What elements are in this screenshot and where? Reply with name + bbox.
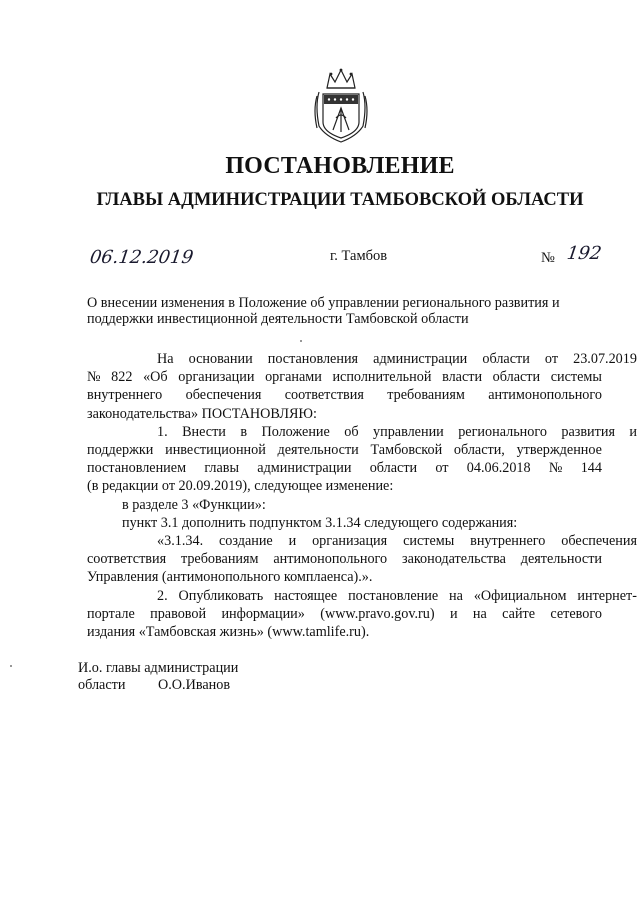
paragraph-item-2 bbox=[87, 587, 637, 642]
word: Тамбовской bbox=[370, 442, 443, 459]
scan-speck bbox=[300, 340, 302, 342]
document-number: 192 bbox=[565, 243, 603, 264]
word: 23.07.2019 bbox=[573, 351, 637, 367]
word: области bbox=[492, 369, 541, 386]
justified-line bbox=[122, 350, 637, 368]
word: (www.pravo.gov.ru) bbox=[320, 605, 435, 622]
subject-line: поддержки инвестиционной деятельности Тамбовской области bbox=[87, 311, 469, 327]
word: исполнительной bbox=[332, 369, 432, 386]
word: На bbox=[157, 351, 174, 367]
word: настоящее bbox=[274, 587, 338, 604]
word: от bbox=[435, 460, 449, 477]
paragraph-new-clause bbox=[87, 532, 637, 587]
word: постановление bbox=[348, 587, 439, 604]
word: сайте bbox=[502, 605, 536, 622]
body-line: издания «Тамбовская жизнь» (www.tamlife.ru). bbox=[87, 624, 370, 641]
signatory-position: И.о. главы администрации bbox=[78, 660, 239, 676]
word: интернет- bbox=[577, 587, 637, 604]
paragraph-item-1 bbox=[87, 423, 637, 496]
justified-line bbox=[87, 459, 602, 477]
scan-speck bbox=[10, 665, 12, 667]
justified-line bbox=[122, 423, 637, 441]
word: обеспечения bbox=[561, 533, 637, 550]
word: внутреннего bbox=[87, 387, 163, 404]
word: и bbox=[449, 605, 458, 622]
word: администрации bbox=[257, 460, 352, 477]
word: соответствия bbox=[87, 551, 167, 568]
word: 2. bbox=[157, 587, 168, 604]
word: правовой bbox=[150, 605, 207, 622]
word: организация bbox=[312, 533, 388, 550]
word: и bbox=[629, 423, 637, 440]
word: области bbox=[369, 460, 418, 477]
word: № bbox=[548, 460, 563, 477]
word: области bbox=[482, 351, 530, 367]
word: главы bbox=[204, 460, 240, 477]
word: 144 bbox=[580, 460, 602, 477]
word: № bbox=[87, 369, 101, 386]
word: развития bbox=[561, 423, 615, 440]
word: информации» bbox=[221, 605, 305, 622]
justified-line bbox=[122, 532, 637, 550]
word: требованиям bbox=[180, 551, 259, 568]
word: обеспечения bbox=[185, 387, 262, 404]
document-number-label: № bbox=[541, 250, 555, 266]
word: утвержденное bbox=[516, 442, 602, 459]
word: создание bbox=[218, 533, 273, 550]
document-title: ПОСТАНОВЛЕНИЕ bbox=[225, 153, 455, 179]
word: организации bbox=[178, 369, 255, 386]
body-line: Управления (антимонопольного комплаенса).». bbox=[87, 569, 373, 586]
signatory-name: О.О.Иванов bbox=[158, 677, 231, 693]
word: Опубликовать bbox=[178, 587, 264, 604]
body-line: законодательства» ПОСТАНОВЛЯЮ: bbox=[87, 405, 317, 422]
paragraph-basis bbox=[87, 350, 637, 423]
word: власти bbox=[442, 369, 483, 386]
word: на bbox=[449, 587, 463, 604]
word: «Об bbox=[143, 369, 168, 386]
word: деятельности bbox=[277, 442, 359, 459]
word: управлении bbox=[373, 423, 444, 440]
justified-line bbox=[87, 368, 602, 386]
document-body bbox=[87, 350, 637, 641]
word: деятельности bbox=[520, 551, 602, 568]
subject-line: О внесении изменения в Положение об управлении регионального развития и bbox=[87, 295, 560, 311]
word: администрации bbox=[373, 351, 468, 367]
justified-line bbox=[87, 386, 602, 404]
word: поддержки bbox=[87, 442, 154, 459]
word: требованиям bbox=[387, 387, 465, 404]
document-date: 06.12.2019 bbox=[88, 247, 195, 268]
word: области, bbox=[453, 442, 505, 459]
word: на bbox=[472, 605, 487, 622]
signatory-position: области bbox=[78, 677, 126, 693]
word: инвестиционной bbox=[165, 442, 266, 459]
word: системы bbox=[403, 533, 455, 550]
word: 1. bbox=[157, 423, 168, 440]
word: 04.06.2018 bbox=[466, 460, 531, 477]
body-line: в разделе 3 «Функции»: bbox=[122, 496, 266, 513]
word: в bbox=[240, 423, 248, 440]
word: Внести bbox=[182, 423, 226, 440]
body-line: (в редакции от 20.09.2019), следующее изменение: bbox=[87, 478, 394, 495]
signature-block bbox=[78, 660, 238, 694]
word: постановления bbox=[267, 351, 359, 367]
word: антимонопольного bbox=[273, 551, 388, 568]
document-city: г. Тамбов bbox=[330, 248, 388, 264]
word: сетевого bbox=[550, 605, 602, 622]
word: постановлением bbox=[87, 460, 187, 477]
word: органами bbox=[265, 369, 322, 386]
word: и bbox=[288, 533, 297, 550]
word: антимонопольного bbox=[488, 387, 602, 404]
word: «3.1.34. bbox=[157, 533, 204, 550]
word: от bbox=[544, 351, 559, 367]
word: об bbox=[344, 423, 359, 440]
word: регионального bbox=[458, 423, 547, 440]
justified-line bbox=[87, 605, 602, 623]
justified-line bbox=[87, 550, 602, 568]
justified-line bbox=[122, 587, 637, 605]
word: портале bbox=[87, 605, 135, 622]
word: Положение bbox=[261, 423, 330, 440]
word: соответствия bbox=[284, 387, 364, 404]
document-subtitle: ГЛАВЫ АДМИНИСТРАЦИИ ТАМБОВСКОЙ ОБЛАСТИ bbox=[96, 190, 584, 210]
body-line: пункт 3.1 дополнить подпунктом 3.1.34 следующего содержания: bbox=[122, 514, 518, 531]
document-subject bbox=[87, 295, 607, 327]
word: внутреннего bbox=[470, 533, 546, 550]
tambov-coat-of-arms-icon bbox=[311, 66, 371, 146]
word: системы bbox=[550, 369, 602, 386]
justified-line bbox=[87, 441, 602, 459]
word: законодательства bbox=[401, 551, 506, 568]
word: основании bbox=[188, 351, 253, 367]
word: 822 bbox=[111, 369, 133, 386]
word: «Официальном bbox=[473, 587, 567, 604]
